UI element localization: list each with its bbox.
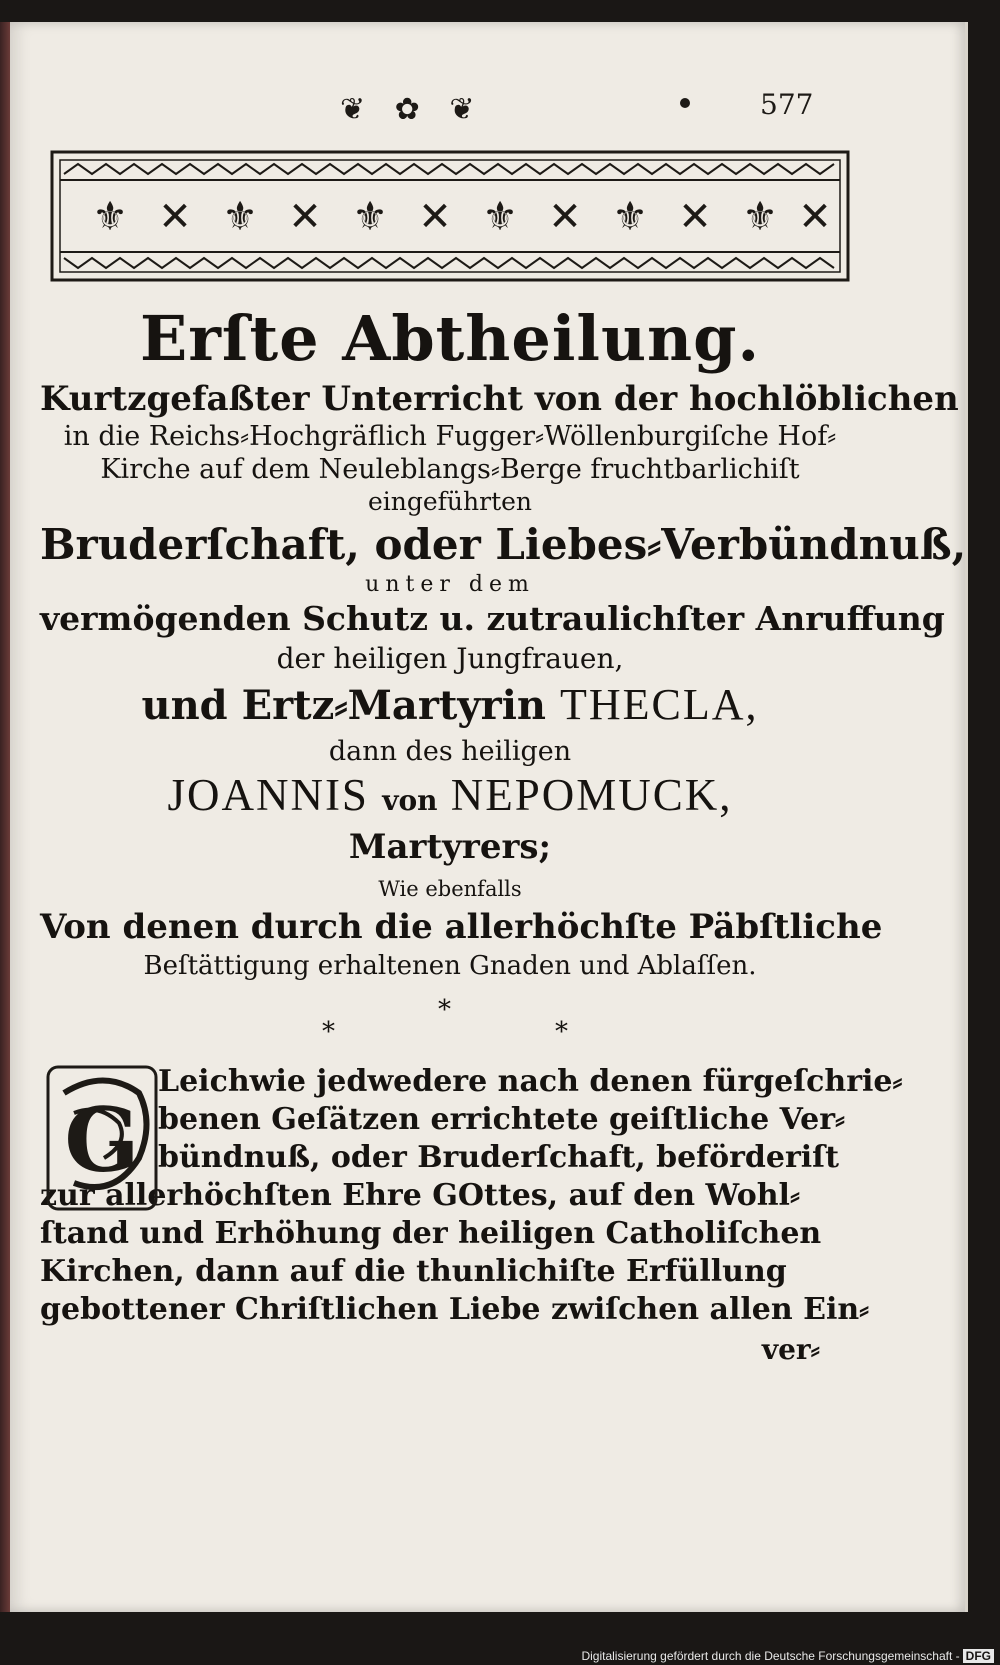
- header-ornament: ❦ ✿ ❦: [340, 92, 485, 127]
- heading-line-9: [40, 679, 860, 730]
- svg-text:✕: ✕: [548, 194, 582, 240]
- svg-text:⚜: ⚜: [92, 194, 128, 240]
- heading-line-11-b: von: [382, 784, 438, 817]
- book-spine: [0, 22, 10, 1612]
- heading-line-11-a: JOANNIS: [167, 770, 369, 820]
- svg-text:✕: ✕: [158, 194, 192, 240]
- heading-line-12: Martyrers;: [348, 827, 552, 867]
- svg-text:⚜: ⚜: [742, 194, 778, 240]
- heading-line-1: Kurtzgefaßter Unterricht von der hochlöblichen: [40, 379, 959, 419]
- section-title: Erſte Abtheilung.: [139, 302, 761, 375]
- body-line-3: bündnuß, oder Bruderſchaft, beförderiſt: [158, 1140, 839, 1175]
- dfg-logo: DFG: [963, 1649, 994, 1663]
- digitization-credit: [581, 1649, 994, 1663]
- heading-line-5: Bruderſchaft, oder Liebes⸗Verbündnuß,: [40, 520, 967, 569]
- asterism-star-left: *: [322, 1017, 335, 1047]
- ornamental-band: [50, 150, 850, 282]
- asterism-star-top: *: [438, 995, 451, 1025]
- svg-text:⚜: ⚜: [482, 194, 518, 240]
- catchword: ver⸗: [761, 1333, 820, 1366]
- svg-text:⚜: ⚜: [222, 194, 258, 240]
- heading-line-11: [40, 769, 860, 821]
- svg-text:⚜: ⚜: [352, 194, 388, 240]
- page-number: 577: [760, 88, 814, 121]
- heading-line-8: der heiligen Jungfrauen,: [276, 642, 624, 675]
- heading-line-10: dann des heiligen: [328, 736, 572, 767]
- heading-line-3: Kirche auf dem Neuleblangs⸗Berge fruchtbarlichiſt: [100, 454, 800, 485]
- heading-line-6: unter dem: [365, 572, 535, 597]
- svg-text:✕: ✕: [418, 194, 452, 240]
- heading-line-2: in die Reichs⸗Hochgräflich Fugger⸗Wöllenburgiſche Hof⸗: [63, 421, 837, 452]
- body-line-2: benen Geſätzen errichtete geiſtliche Ver⸗: [158, 1102, 846, 1137]
- heading-line-9-blackletter: und Ertz⸗Martyrin: [141, 682, 546, 729]
- heading-line-4: eingeführten: [367, 487, 533, 516]
- header-dot: [680, 98, 690, 108]
- svg-text:✕: ✕: [798, 194, 832, 240]
- svg-text:✕: ✕: [288, 194, 322, 240]
- heading-line-11-c: NEPOMUCK,: [450, 770, 733, 820]
- body-line-1: Leichwie jedwedere nach denen fürgeſchrie⸗: [158, 1064, 903, 1099]
- heading-line-7: vermögenden Schutz u. zutraulichſter Anruffung: [40, 599, 945, 638]
- heading-line-9-roman: THECLA,: [559, 680, 759, 729]
- svg-text:✕: ✕: [678, 194, 712, 240]
- svg-text:G: G: [64, 1088, 140, 1192]
- decorated-initial: [44, 1063, 162, 1213]
- asterism: [40, 995, 860, 1055]
- book-page: [10, 22, 968, 1612]
- body-line-6: Kirchen, dann auf die thunlichiſte Erfüllung: [40, 1254, 787, 1289]
- heading-line-14: Von denen durch die allerhöchſte Päbſtliche: [40, 907, 883, 947]
- credit-text: Digitalisierung gefördert durch die Deutsche Forschungsgemeinschaft -: [581, 1649, 960, 1663]
- body-paragraph: [40, 1063, 903, 1367]
- body-line-4: zur allerhöchſten Ehre GOttes, auf den Wohl⸗: [40, 1178, 800, 1213]
- page-content: [40, 302, 967, 1367]
- page-header: [40, 84, 840, 144]
- svg-text:⚜: ⚜: [612, 194, 648, 240]
- asterism-star-right: *: [555, 1017, 568, 1047]
- body-line-5: ſtand und Erhöhung der heiligen Catholiſchen: [40, 1216, 822, 1251]
- body-line-7: gebottener Chriſtlichen Liebe zwiſchen allen Ein⸗: [40, 1292, 870, 1327]
- heading-line-13: Wie ebenfalls: [378, 877, 522, 901]
- heading-line-15: Beſtättigung erhaltenen Gnaden und Ablaſſen.: [143, 951, 757, 981]
